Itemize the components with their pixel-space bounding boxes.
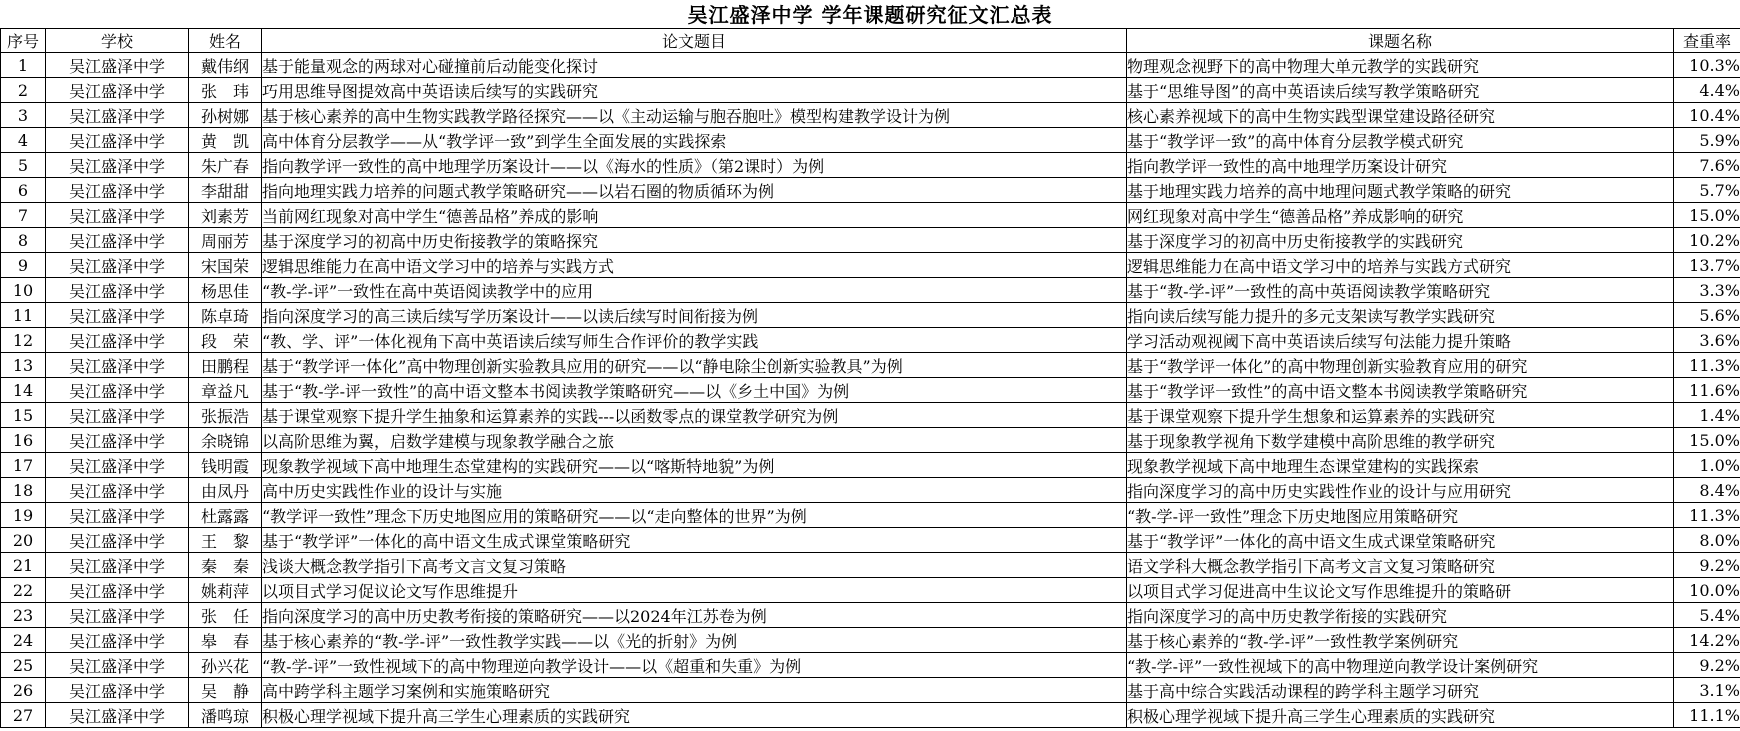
table-row	[1, 628, 1740, 653]
cell-index: 2	[1, 78, 46, 103]
summary-table	[0, 28, 1740, 728]
col-header-school: 学校	[46, 29, 189, 53]
cell-school: 吴江盛泽中学	[46, 503, 189, 528]
cell-school: 吴江盛泽中学	[46, 103, 189, 128]
cell-dup-rate: 1.4%	[1674, 403, 1740, 428]
cell-school: 吴江盛泽中学	[46, 228, 189, 253]
cell-topic-name: 基于“教学评一体化”的高中物理创新实验教育应用的研究	[1127, 353, 1674, 378]
cell-dup-rate: 1.0%	[1674, 453, 1740, 478]
cell-topic-name: 指向深度学习的高中历史教学衔接的实践研究	[1127, 603, 1674, 628]
cell-paper-title: 当前网红现象对高中学生“德善品格”养成的影响	[262, 203, 1127, 228]
cell-topic-name: “教-学-评一致性”理念下历史地图应用策略研究	[1127, 503, 1674, 528]
cell-school: 吴江盛泽中学	[46, 203, 189, 228]
cell-paper-title: 基于核心素养的高中生物实践教学路径探究——以《主动运输与胞吞胞吐》模型构建教学设计为例	[262, 103, 1127, 128]
table-row	[1, 128, 1740, 153]
cell-topic-name: 积极心理学视域下提升高三学生心理素质的实践研究	[1127, 703, 1674, 728]
cell-name: 潘鸣琼	[189, 703, 262, 728]
cell-dup-rate: 11.6%	[1674, 378, 1740, 403]
cell-paper-title: 基于核心素养的“教-学-评”一致性教学实践——以《光的折射》为例	[262, 628, 1127, 653]
table-row	[1, 153, 1740, 178]
cell-dup-rate: 10.0%	[1674, 578, 1740, 603]
cell-index: 21	[1, 553, 46, 578]
cell-paper-title: 巧用思维导图提效高中英语读后续写的实践研究	[262, 78, 1127, 103]
cell-topic-name: 基于核心素养的“教-学-评”一致性教学案例研究	[1127, 628, 1674, 653]
cell-name: 皋 春	[189, 628, 262, 653]
cell-dup-rate: 7.6%	[1674, 153, 1740, 178]
cell-dup-rate: 8.0%	[1674, 528, 1740, 553]
cell-school: 吴江盛泽中学	[46, 653, 189, 678]
cell-dup-rate: 8.4%	[1674, 478, 1740, 503]
cell-school: 吴江盛泽中学	[46, 478, 189, 503]
cell-name: 孙兴花	[189, 653, 262, 678]
cell-index: 9	[1, 253, 46, 278]
cell-name: 章益凡	[189, 378, 262, 403]
table-row	[1, 353, 1740, 378]
cell-index: 5	[1, 153, 46, 178]
cell-index: 24	[1, 628, 46, 653]
table-row	[1, 528, 1740, 553]
cell-paper-title: 基于“教学评一体化”高中物理创新实验教具应用的研究——以“静电除尘创新实验教具”为例	[262, 353, 1127, 378]
cell-dup-rate: 4.4%	[1674, 78, 1740, 103]
cell-dup-rate: 5.7%	[1674, 178, 1740, 203]
cell-name: 秦 秦	[189, 553, 262, 578]
col-header-name: 姓名	[189, 29, 262, 53]
cell-dup-rate: 11.3%	[1674, 353, 1740, 378]
cell-school: 吴江盛泽中学	[46, 603, 189, 628]
cell-school: 吴江盛泽中学	[46, 578, 189, 603]
cell-topic-name: 现象教学视域下高中地理生态课堂建构的实践探索	[1127, 453, 1674, 478]
cell-school: 吴江盛泽中学	[46, 378, 189, 403]
cell-index: 22	[1, 578, 46, 603]
cell-index: 15	[1, 403, 46, 428]
cell-topic-name: 基于地理实践力培养的高中地理问题式教学策略的研究	[1127, 178, 1674, 203]
cell-name: 杜露露	[189, 503, 262, 528]
cell-paper-title: 指向深度学习的高中历史教考衔接的策略研究——以2024年江苏卷为例	[262, 603, 1127, 628]
table-row	[1, 428, 1740, 453]
cell-name: 黄 凯	[189, 128, 262, 153]
cell-index: 19	[1, 503, 46, 528]
cell-dup-rate: 11.3%	[1674, 503, 1740, 528]
cell-paper-title: 基于“教学评”一体化的高中语文生成式课堂策略研究	[262, 528, 1127, 553]
cell-dup-rate: 9.2%	[1674, 653, 1740, 678]
cell-topic-name: 指向深度学习的高中历史实践性作业的设计与应用研究	[1127, 478, 1674, 503]
cell-index: 11	[1, 303, 46, 328]
cell-topic-name: 基于深度学习的初高中历史衔接教学的实践研究	[1127, 228, 1674, 253]
cell-name: 张振浩	[189, 403, 262, 428]
table-row	[1, 403, 1740, 428]
table-header	[1, 29, 1740, 53]
cell-dup-rate: 3.6%	[1674, 328, 1740, 353]
cell-index: 12	[1, 328, 46, 353]
cell-index: 14	[1, 378, 46, 403]
cell-dup-rate: 10.2%	[1674, 228, 1740, 253]
cell-name: 段 荣	[189, 328, 262, 353]
cell-topic-name: 语文学科大概念教学指引下高考文言文复习策略研究	[1127, 553, 1674, 578]
table-row	[1, 253, 1740, 278]
cell-topic-name: 基于“教-学-评”一致性的高中英语阅读教学策略研究	[1127, 278, 1674, 303]
table-row	[1, 678, 1740, 703]
cell-topic-name: 基于“教学评”一体化的高中语文生成式课堂策略研究	[1127, 528, 1674, 553]
cell-topic-name: 基于“思维导图”的高中英语读后续写教学策略研究	[1127, 78, 1674, 103]
cell-dup-rate: 11.1%	[1674, 703, 1740, 728]
cell-paper-title: “教-学-评”一致性在高中英语阅读教学中的应用	[262, 278, 1127, 303]
table-row	[1, 278, 1740, 303]
table-row	[1, 553, 1740, 578]
col-header-topic-name: 课题名称	[1127, 29, 1674, 53]
cell-dup-rate: 5.6%	[1674, 303, 1740, 328]
cell-school: 吴江盛泽中学	[46, 53, 189, 78]
cell-dup-rate: 15.0%	[1674, 428, 1740, 453]
cell-paper-title: 高中历史实践性作业的设计与实施	[262, 478, 1127, 503]
cell-name: 张 玮	[189, 78, 262, 103]
cell-index: 1	[1, 53, 46, 78]
cell-topic-name: 指向教学评一致性的高中地理学历案设计研究	[1127, 153, 1674, 178]
cell-topic-name: 基于现象教学视角下数学建模中高阶思维的教学研究	[1127, 428, 1674, 453]
cell-school: 吴江盛泽中学	[46, 428, 189, 453]
table-row	[1, 228, 1740, 253]
cell-name: 余晓锦	[189, 428, 262, 453]
cell-paper-title: 基于“教-学-评一致性”的高中语文整本书阅读教学策略研究——以《乡土中国》为例	[262, 378, 1127, 403]
cell-dup-rate: 10.4%	[1674, 103, 1740, 128]
cell-topic-name: 网红现象对高中学生“德善品格”养成影响的研究	[1127, 203, 1674, 228]
table-row	[1, 178, 1740, 203]
cell-name: 王 黎	[189, 528, 262, 553]
col-header-index: 序号	[1, 29, 46, 53]
cell-paper-title: 现象教学视域下高中地理生态堂建构的实践研究——以“喀斯特地貌”为例	[262, 453, 1127, 478]
cell-paper-title: 基于深度学习的初高中历史衔接教学的策略探究	[262, 228, 1127, 253]
cell-school: 吴江盛泽中学	[46, 703, 189, 728]
cell-paper-title: 以高阶思维为翼，启数学建模与现象教学融合之旅	[262, 428, 1127, 453]
cell-paper-title: 指向教学评一致性的高中地理学历案设计——以《海水的性质》（第2课时）为例	[262, 153, 1127, 178]
cell-index: 3	[1, 103, 46, 128]
cell-paper-title: 指向地理实践力培养的问题式教学策略研究——以岩石圈的物质循环为例	[262, 178, 1127, 203]
cell-index: 23	[1, 603, 46, 628]
cell-school: 吴江盛泽中学	[46, 128, 189, 153]
cell-paper-title: 以项目式学习促议论文写作思维提升	[262, 578, 1127, 603]
cell-index: 7	[1, 203, 46, 228]
cell-dup-rate: 14.2%	[1674, 628, 1740, 653]
cell-name: 田鹏程	[189, 353, 262, 378]
table-row	[1, 328, 1740, 353]
table-row	[1, 653, 1740, 678]
cell-topic-name: 指向读后续写能力提升的多元支架读写教学实践研究	[1127, 303, 1674, 328]
cell-name: 姚莉萍	[189, 578, 262, 603]
cell-paper-title: 逻辑思维能力在高中语文学习中的培养与实践方式	[262, 253, 1127, 278]
cell-dup-rate: 5.9%	[1674, 128, 1740, 153]
cell-index: 16	[1, 428, 46, 453]
cell-school: 吴江盛泽中学	[46, 78, 189, 103]
cell-name: 李甜甜	[189, 178, 262, 203]
cell-school: 吴江盛泽中学	[46, 403, 189, 428]
cell-dup-rate: 3.1%	[1674, 678, 1740, 703]
cell-index: 13	[1, 353, 46, 378]
cell-topic-name: 学习活动观视阈下高中英语读后续写句法能力提升策略	[1127, 328, 1674, 353]
cell-topic-name: “教-学-评”一致性视域下的高中物理逆向教学设计案例研究	[1127, 653, 1674, 678]
cell-name: 张 任	[189, 603, 262, 628]
cell-dup-rate: 15.0%	[1674, 203, 1740, 228]
table-row	[1, 53, 1740, 78]
cell-school: 吴江盛泽中学	[46, 353, 189, 378]
cell-school: 吴江盛泽中学	[46, 678, 189, 703]
cell-index: 8	[1, 228, 46, 253]
cell-paper-title: 指向深度学习的高三读后续写学历案设计——以读后续写时间衔接为例	[262, 303, 1127, 328]
table-row	[1, 478, 1740, 503]
cell-dup-rate: 5.4%	[1674, 603, 1740, 628]
table-row	[1, 378, 1740, 403]
cell-name: 宋国荣	[189, 253, 262, 278]
cell-paper-title: 浅谈大概念教学指引下高考文言文复习策略	[262, 553, 1127, 578]
cell-school: 吴江盛泽中学	[46, 328, 189, 353]
cell-name: 陈卓琦	[189, 303, 262, 328]
cell-index: 20	[1, 528, 46, 553]
cell-school: 吴江盛泽中学	[46, 253, 189, 278]
table-row	[1, 503, 1740, 528]
cell-index: 26	[1, 678, 46, 703]
cell-topic-name: 基于课堂观察下提升学生想象和运算素养的实践研究	[1127, 403, 1674, 428]
table-row	[1, 578, 1740, 603]
cell-school: 吴江盛泽中学	[46, 153, 189, 178]
cell-index: 6	[1, 178, 46, 203]
cell-paper-title: 基于能量观念的两球对心碰撞前后动能变化探讨	[262, 53, 1127, 78]
cell-index: 10	[1, 278, 46, 303]
cell-name: 吴 静	[189, 678, 262, 703]
col-header-dup-rate: 查重率	[1674, 29, 1740, 53]
header-row	[1, 29, 1740, 53]
table-body	[1, 53, 1740, 728]
cell-index: 18	[1, 478, 46, 503]
table-row	[1, 303, 1740, 328]
cell-name: 杨思佳	[189, 278, 262, 303]
cell-topic-name: 以项目式学习促进高中生议论文写作思维提升的策略研	[1127, 578, 1674, 603]
page-title: 吴江盛泽中学 学年课题研究征文汇总表	[687, 3, 1053, 27]
cell-paper-title: “教学评一致性”理念下历史地图应用的策略研究——以“走向整体的世界”为例	[262, 503, 1127, 528]
table-row	[1, 78, 1740, 103]
cell-school: 吴江盛泽中学	[46, 528, 189, 553]
cell-index: 27	[1, 703, 46, 728]
table-row	[1, 453, 1740, 478]
cell-paper-title: “教、学、评”一体化视角下高中英语读后续写师生合作评价的教学实践	[262, 328, 1127, 353]
cell-index: 4	[1, 128, 46, 153]
table-row	[1, 603, 1740, 628]
cell-name: 戴伟纲	[189, 53, 262, 78]
cell-index: 25	[1, 653, 46, 678]
table-row	[1, 703, 1740, 728]
cell-school: 吴江盛泽中学	[46, 628, 189, 653]
cell-dup-rate: 3.3%	[1674, 278, 1740, 303]
cell-name: 刘素芳	[189, 203, 262, 228]
cell-paper-title: 高中跨学科主题学习案例和实施策略研究	[262, 678, 1127, 703]
cell-paper-title: “教-学-评”一致性视域下的高中物理逆向教学设计——以《超重和失重》为例	[262, 653, 1127, 678]
cell-topic-name: 核心素养视域下的高中生物实践型课堂建设路径研究	[1127, 103, 1674, 128]
cell-name: 钱明霞	[189, 453, 262, 478]
cell-paper-title: 基于课堂观察下提升学生抽象和运算素养的实践---以函数零点的课堂教学研究为例	[262, 403, 1127, 428]
cell-paper-title: 高中体育分层教学——从“教学评一致”到学生全面发展的实践探索	[262, 128, 1127, 153]
cell-school: 吴江盛泽中学	[46, 303, 189, 328]
cell-paper-title: 积极心理学视域下提升高三学生心理素质的实践研究	[262, 703, 1127, 728]
table-row	[1, 203, 1740, 228]
cell-topic-name: 物理观念视野下的高中物理大单元教学的实践研究	[1127, 53, 1674, 78]
cell-school: 吴江盛泽中学	[46, 278, 189, 303]
cell-dup-rate: 9.2%	[1674, 553, 1740, 578]
cell-dup-rate: 10.3%	[1674, 53, 1740, 78]
cell-topic-name: 基于“教学评一致性”的高中语文整本书阅读教学策略研究	[1127, 378, 1674, 403]
cell-topic-name: 基于高中综合实践活动课程的跨学科主题学习研究	[1127, 678, 1674, 703]
cell-school: 吴江盛泽中学	[46, 553, 189, 578]
cell-name: 周丽芳	[189, 228, 262, 253]
cell-school: 吴江盛泽中学	[46, 178, 189, 203]
cell-name: 朱广春	[189, 153, 262, 178]
cell-dup-rate: 13.7%	[1674, 253, 1740, 278]
cell-topic-name: 逻辑思维能力在高中语文学习中的培养与实践方式研究	[1127, 253, 1674, 278]
cell-name: 由凤丹	[189, 478, 262, 503]
cell-name: 孙树娜	[189, 103, 262, 128]
col-header-paper-title: 论文题目	[262, 29, 1127, 53]
cell-index: 17	[1, 453, 46, 478]
cell-topic-name: 基于“教学评一致”的高中体育分层教学模式研究	[1127, 128, 1674, 153]
table-row	[1, 103, 1740, 128]
cell-school: 吴江盛泽中学	[46, 453, 189, 478]
